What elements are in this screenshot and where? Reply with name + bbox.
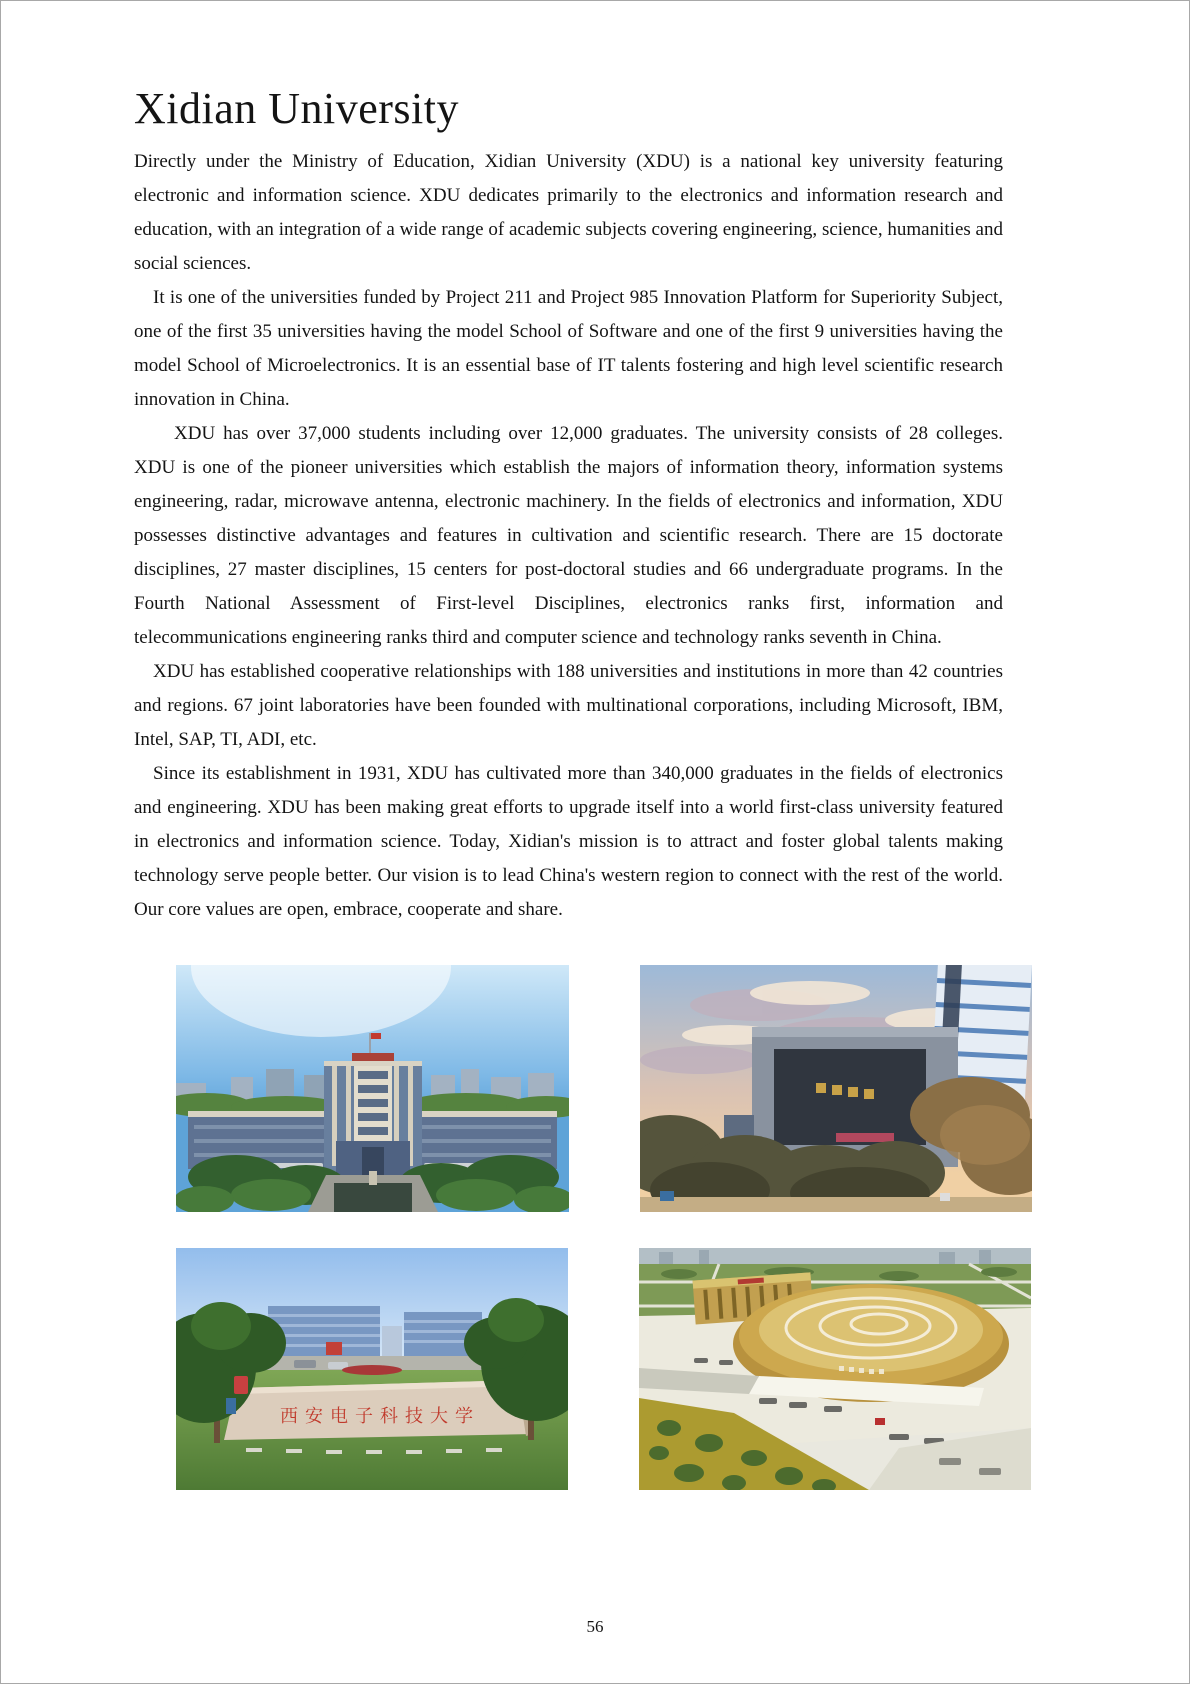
page-number: 56 [586, 1617, 604, 1636]
photo-row-2 [176, 1248, 1032, 1490]
paragraph-intro: Directly under the Ministry of Education, Xidian University (XDU) is a national key university featuring electronic and information science. XDU dedicates primarily to the electronics and information research and education, with an integration of a wide range of academic subjects covering engineering, science, humanities and social sciences. [134, 151, 1003, 274]
red-flag [234, 1376, 248, 1394]
pond [334, 1183, 412, 1212]
paragraph-cooperation: XDU has established cooperative relationships with 188 universities and institutions in more than 42 countries and regions. 67 joint laboratories have been founded with multinational corporations, including Microsoft, IBM, Intel, SAP, TI, ADI, etc. [134, 661, 1003, 750]
paragraph-projects: It is one of the universities funded by Project 211 and Project 985 Innovation Platform for Superiority Subject, one of the first 35 universities having the model School of Software and one of the first 9 universities having the model School of Microelectronics. It is an essential base of IT talents fostering and high level scientific research innovation in China. [134, 287, 1003, 410]
statue [369, 1171, 377, 1185]
round-library-aerial-image [639, 1248, 1031, 1490]
modern-building-sunset-photo [640, 965, 1032, 1212]
gate-stone-calligraphy: 西安电子科技大学 [280, 1406, 480, 1427]
main-building-aerial-image [176, 965, 569, 1212]
round-library-aerial-photo [639, 1248, 1031, 1490]
distant-city [639, 1248, 1031, 1264]
paragraph-students: XDU has over 37,000 students including over 12,000 graduates. The university consists of 28 colleges. XDU is one of the pioneer universities which establish the majors of information theory, information systems engineering, radar, microwave antenna, electronic machinery. In the fields of electronics and information, XDU possesses distinctive advantages and features in cultivation and scientific research. There are 15 doctorate disciplines, 27 master disciplines, 15 centers for post-doctoral studies and 66 undergraduate programs. In the Fourth National Assessment of First-level Disciplines, electronics ranks first, information and telecommunications engineering ranks third and computer science and technology ranks seventh in China. [134, 423, 1003, 648]
page-title: Xidian University [134, 84, 460, 133]
campus-gate-lawn-photo [176, 1248, 568, 1490]
blue-sign [226, 1398, 236, 1414]
modern-building-sunset-image [640, 965, 1032, 1212]
red-sign [326, 1342, 342, 1355]
red-vehicle [875, 1418, 885, 1425]
car [294, 1360, 316, 1368]
flower-bed [342, 1365, 402, 1375]
photo-row-1 [176, 965, 1032, 1212]
page-content [1, 83, 1189, 1490]
campus-gate-lawn-image [176, 1248, 568, 1490]
paved-ground [640, 1197, 1032, 1212]
photo-grid [176, 965, 1032, 1490]
main-building-aerial-photo [176, 965, 569, 1212]
paragraph-history: Since its establishment in 1931, XDU has cultivated more than 340,000 graduates in the fields of electronics and engineering. XDU has been making great efforts to upgrade itself into a world first-class university featured in electronics and information science. Today, Xidian's mission is to attract and foster global talents making technology serve people better. Our vision is to lead China's western region to connect with the rest of the world. Our core values are open, embrace, cooperate and share. [134, 763, 1003, 920]
